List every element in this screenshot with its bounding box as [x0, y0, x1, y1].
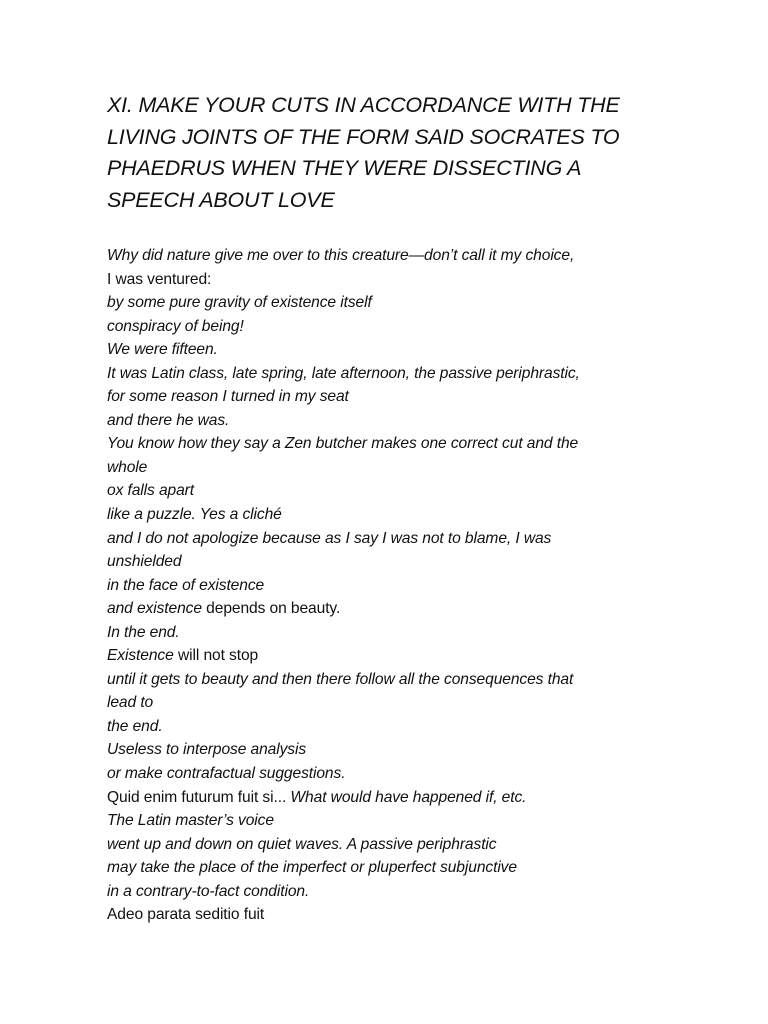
poem-line: in a contrary-to-fact condition. — [107, 882, 310, 900]
poem-line: and I do not apologize because as I say I was not to blame, I was — [107, 529, 552, 547]
poem-line: I was ventured: — [107, 270, 212, 288]
poem-line: ox falls apart — [107, 482, 195, 500]
poem-title — [107, 90, 667, 216]
title-line: PHAEDRUS WHEN THEY WERE DISSECTING A — [107, 156, 582, 180]
poem-line: and there he was. — [107, 411, 230, 429]
line-segment: Existence — [107, 647, 178, 665]
poem-line: Useless to interpose analysis — [107, 741, 307, 759]
poem-line: Adeo parata seditio fuit — [107, 906, 265, 924]
poem-line — [107, 597, 667, 621]
poem-body — [107, 244, 667, 927]
poem-line: In the end. — [107, 623, 180, 641]
poem-line: The Latin master’s voice — [107, 812, 274, 830]
title-line: XI. MAKE YOUR CUTS IN ACCORDANCE WITH THE — [107, 93, 620, 117]
poem-line: for some reason I turned in my seat — [107, 388, 349, 406]
poem-line: by some pure gravity of existence itself — [107, 294, 372, 312]
poem-line: or make contrafactual suggestions. — [107, 765, 346, 783]
title-line: LIVING JOINTS OF THE FORM SAID SOCRATES TO — [107, 124, 620, 149]
poem-line: the end. — [107, 717, 163, 735]
poem-line: Why did nature give me over to this creature—don’t call it my choice, — [107, 247, 575, 264]
poem-line — [107, 786, 667, 810]
poem-line: whole — [107, 458, 148, 476]
poem-line — [107, 644, 667, 668]
poem-line: like a puzzle. Yes a cliché — [107, 506, 282, 524]
title-line: SPEECH ABOUT LOVE — [107, 187, 335, 212]
poem-line: It was Latin class, late spring, late afternoon, the passive periphrastic, — [107, 364, 580, 382]
line-segment: Quid enim futurum fuit si... — [107, 788, 287, 806]
poem-line: until it gets to beauty and then there follow all the consequences that — [107, 670, 574, 688]
poem-line: We were fifteen. — [107, 341, 218, 359]
poem-line: may take the place of the imperfect or pluperfect subjunctive — [107, 859, 517, 877]
poem-line: lead to — [107, 694, 154, 712]
line-segment: and existence — [107, 600, 207, 618]
poem-line: You know how they say a Zen butcher makes one correct cut and the — [107, 435, 579, 453]
line-segment: will not stop — [177, 647, 259, 665]
poem-line: unshielded — [107, 553, 182, 571]
line-segment: depends on beauty. — [206, 600, 341, 618]
poem-line: in the face of existence — [107, 576, 265, 594]
poem-line: conspiracy of being! — [107, 317, 244, 335]
poem-line: went up and down on quiet waves. A passive periphrastic — [107, 835, 497, 853]
line-segment: What would have happened if, etc. — [286, 788, 527, 806]
